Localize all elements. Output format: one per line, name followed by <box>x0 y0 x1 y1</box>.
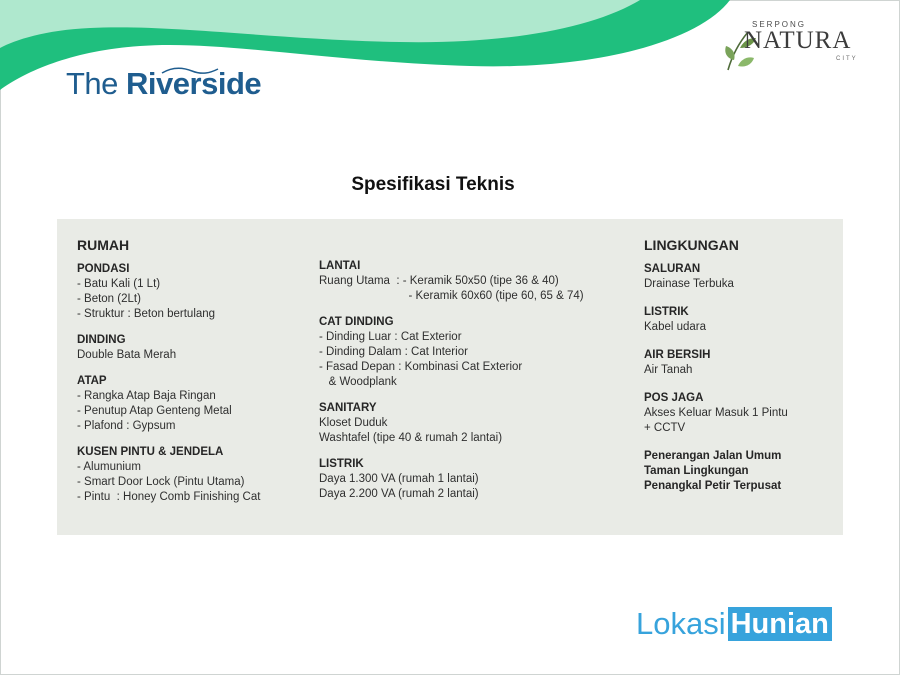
spec-section-title: LISTRIK <box>319 458 364 470</box>
spec-section-title: SALURAN <box>644 263 701 275</box>
spec-line: - Dinding Dalam : Cat Interior <box>319 346 468 358</box>
facility-item: Taman Lingkungan <box>644 465 749 477</box>
spec-section <box>319 401 629 446</box>
spec-line: Ruang Utama : - Keramik 50x50 (tipe 36 & 40) <box>319 275 559 287</box>
spec-line: - Pintu : Honey Comb Finishing Cat <box>77 491 261 503</box>
riverside-wave-icon <box>160 66 220 76</box>
spec-line: - Penutup Atap Genteng Metal <box>77 405 232 417</box>
spec-section <box>319 315 629 390</box>
natura-logo-main: NATURA <box>744 27 852 54</box>
spec-section-title: LANTAI <box>319 260 361 272</box>
lokasihunian-logo-left: Lokasi <box>636 606 726 641</box>
spec-panel <box>57 219 843 535</box>
spec-line: & Woodplank <box>319 376 397 388</box>
facilities-list <box>644 449 839 494</box>
facility-item: Penangkal Petir Terpusat <box>644 480 782 492</box>
spec-section-title: POS JAGA <box>644 392 704 404</box>
spec-section <box>77 374 307 434</box>
spec-section-title: DINDING <box>77 334 126 346</box>
spec-line: - Keramik 60x60 (tipe 60, 65 & 74) <box>319 290 584 302</box>
natura-logo-top: SERPONG <box>752 20 807 29</box>
spec-line: - Plafond : Gypsum <box>77 420 176 432</box>
spec-line: - Batu Kali (1 Lt) <box>77 278 161 290</box>
middle-column <box>319 259 629 513</box>
spec-line: Daya 1.300 VA (rumah 1 lantai) <box>319 473 479 485</box>
natura-logo-city: CITY <box>836 56 858 62</box>
spec-line: Daya 2.200 VA (rumah 2 lantai) <box>319 488 479 500</box>
spec-line: Double Bata Merah <box>77 349 177 361</box>
spec-section <box>644 391 839 436</box>
spec-line: Drainase Terbuka <box>644 278 734 290</box>
spec-section <box>644 262 839 292</box>
spec-line: - Struktur : Beton bertulang <box>77 308 216 320</box>
spec-line: - Beton (2Lt) <box>77 293 141 305</box>
spec-section <box>77 445 307 505</box>
spec-section-title: AIR BERSIH <box>644 349 711 361</box>
spec-section <box>77 262 307 322</box>
spec-section-title: CAT DINDING <box>319 316 394 328</box>
spec-line: - Alumunium <box>77 461 141 473</box>
spec-section <box>319 457 629 502</box>
lingkungan-heading: LINGKUNGAN <box>644 237 739 253</box>
spec-section <box>644 348 839 378</box>
spec-line: Washtafel (tipe 40 & rumah 2 lantai) <box>319 432 503 444</box>
spec-section-title: ATAP <box>77 375 107 387</box>
spec-line: + CCTV <box>644 422 686 434</box>
spec-line: Kabel udara <box>644 321 707 333</box>
facility-item: Penerangan Jalan Umum <box>644 450 782 462</box>
rumah-heading: RUMAH <box>77 237 130 253</box>
spec-line: Akses Keluar Masuk 1 Pintu <box>644 407 788 419</box>
riverside-logo-name: Riverside <box>126 66 262 101</box>
spec-section <box>77 333 307 363</box>
spec-section-title: KUSEN PINTU & JENDELA <box>77 446 224 458</box>
spec-line: - Fasad Depan : Kombinasi Cat Exterior <box>319 361 523 373</box>
spec-section <box>644 305 839 335</box>
riverside-logo-the: The <box>66 66 118 101</box>
spec-section-title: PONDASI <box>77 263 130 275</box>
spec-line: Air Tanah <box>644 364 693 376</box>
spec-section <box>319 259 629 304</box>
page-title: Spesifikasi Teknis <box>351 174 515 195</box>
spec-line: - Rangka Atap Baja Ringan <box>77 390 216 402</box>
lingkungan-column <box>644 237 839 507</box>
spec-section-title: SANITARY <box>319 402 377 414</box>
lokasihunian-logo-right: Hunian <box>728 607 832 641</box>
spec-line: Kloset Duduk <box>319 417 388 429</box>
header-wave-graphic <box>0 0 900 120</box>
rumah-column <box>77 237 307 516</box>
lokasihunian-logo <box>636 606 832 642</box>
spec-section-title: LISTRIK <box>644 306 689 318</box>
spec-line: - Dinding Luar : Cat Exterior <box>319 331 462 343</box>
spec-line: - Smart Door Lock (Pintu Utama) <box>77 476 245 488</box>
